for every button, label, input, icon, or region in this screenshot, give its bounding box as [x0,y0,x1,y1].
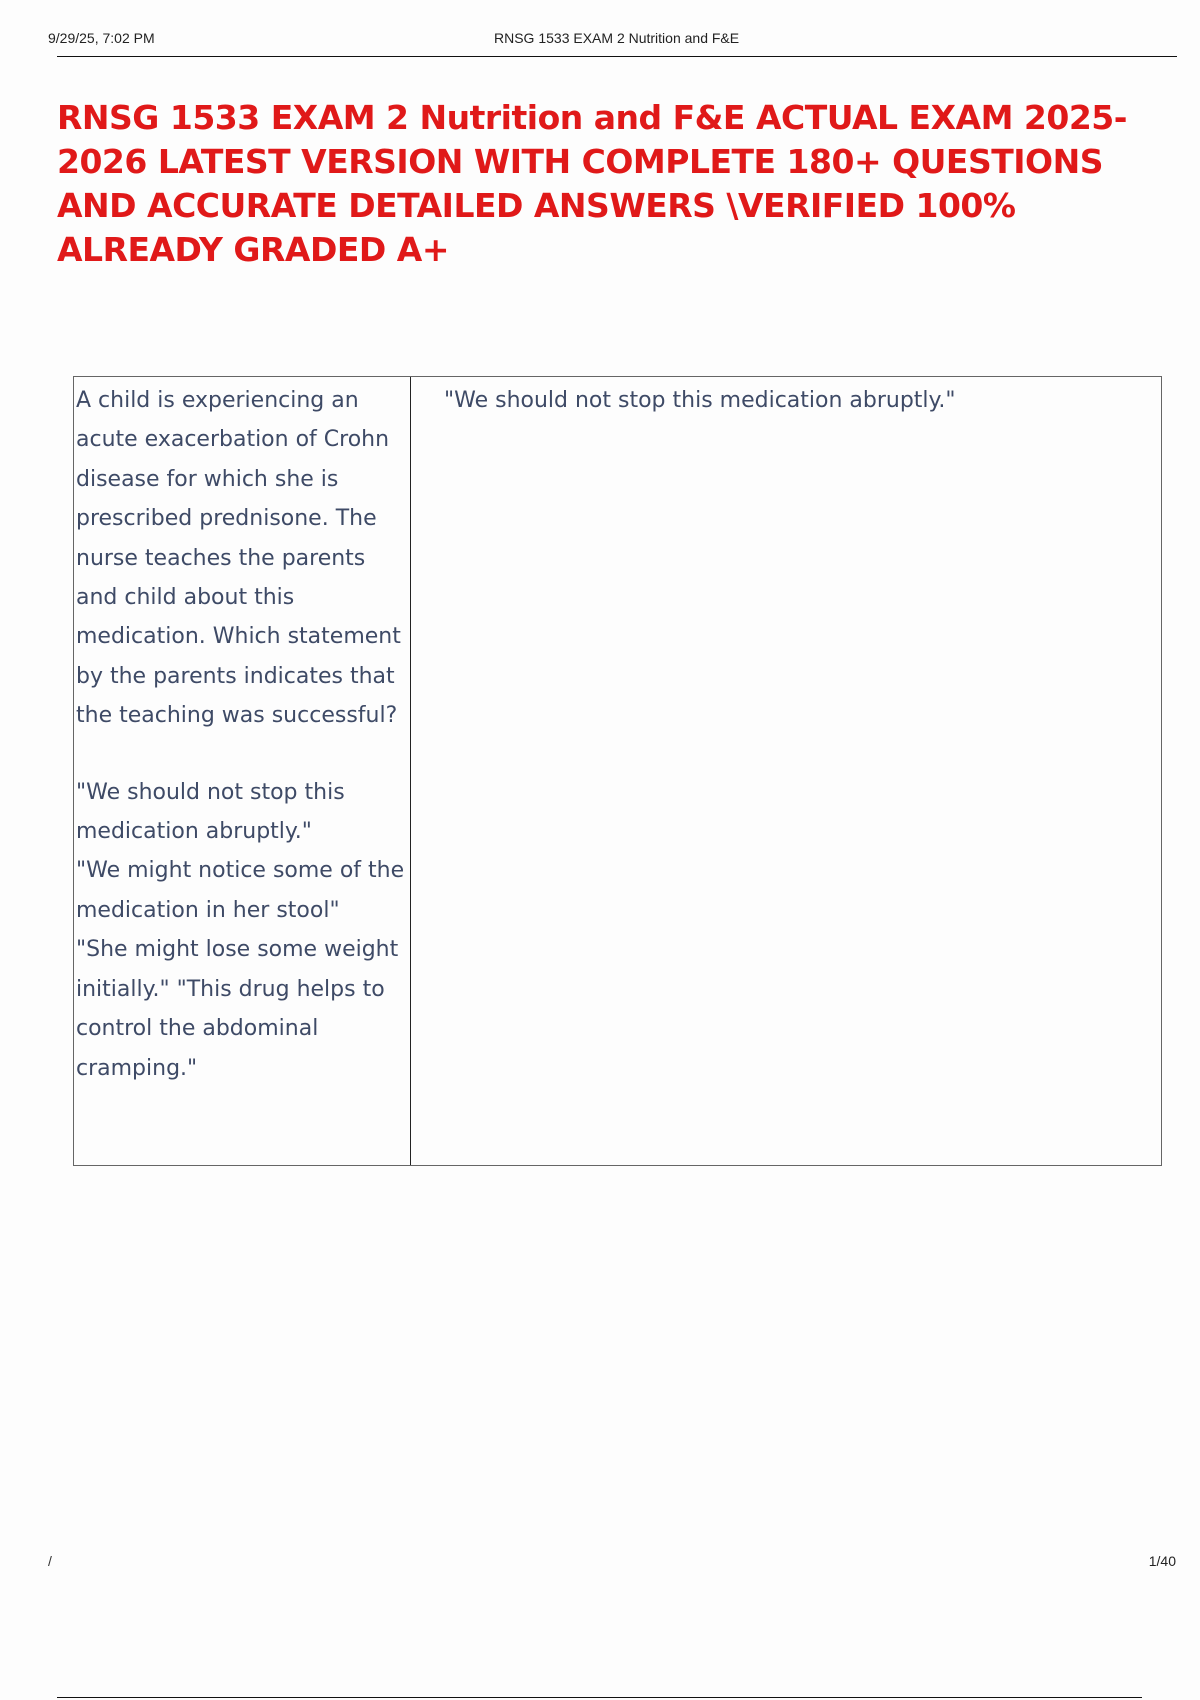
exam-title: RNSG 1533 EXAM 2 Nutrition and F&E ACTUAL EXAM 2025-2026 LATEST VERSION WITH COMPLETE 180+ QUESTIONS AND ACCURATE DETAILED ANSWERS \VERIFIED 100% ALREADY GRADED A+ [57,98,1127,269]
print-header [0,0,1200,60]
header-divider [57,56,1177,57]
question-stem: A child is experiencing an acute exacerbation of Crohn disease for which she is prescribed prednisone. The nurse teaches the parents and child about this medication. Which statement by the parents indicates that the teaching was successful? [76,388,401,729]
answer-option: "We might notice some of the medication in her stool" [76,858,405,923]
answer-option: "We should not stop this medication abruptly." [76,779,345,845]
page-number: 1/40 [1148,1553,1176,1569]
bottom-divider [57,1697,1142,1698]
answer-option: "She might lose some weight initially." "This drug helps to control the abdominal cramping." [76,937,399,1081]
question-answer-table [73,376,1162,1166]
print-doc-title: RNSG 1533 EXAM 2 Nutrition and F&E [494,30,740,46]
answer-cell [411,377,1161,1165]
footer-url-mark: / [48,1553,52,1569]
correct-answer: "We should not stop this medication abruptly." [444,388,956,413]
question-cell [74,377,411,1165]
print-datetime: 9/29/25, 7:02 PM [48,30,155,46]
